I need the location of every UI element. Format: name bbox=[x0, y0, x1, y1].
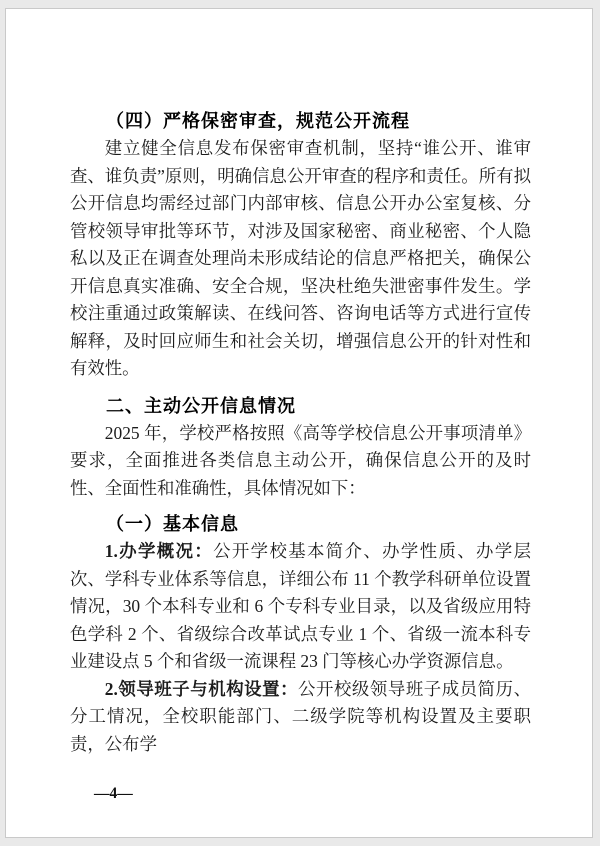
item-2-text: 公开校级领导班子成员简历、分工情况，全校职能部门、二级学院等机构设置及主要职责，公布学 bbox=[70, 678, 531, 754]
page-content bbox=[70, 108, 531, 758]
item-2-label: 2.领导班子与机构设置： bbox=[104, 678, 299, 699]
page-number: —4— bbox=[94, 785, 133, 802]
heading-subsection-1-basic-info: （一）基本信息 bbox=[106, 514, 239, 534]
item-1-text: 公开学校基本简介、办学性质、办学层次、学科专业体系等信息，详细公布 11 个教学科研单位设置情况，30 个本科专业和 6 个专科专业目录，以及省级应用特色学科 2 个、省级综合改革试点专业 1 个、省级一流本科专业建设点 5 个和省级一流课程 23 门等核心办学资源信息。 bbox=[70, 541, 531, 671]
item-1-label: 1.办学概况： bbox=[104, 541, 214, 561]
document-page bbox=[5, 8, 593, 838]
paragraph-confidentiality-review: 建立健全信息发布保密审查机制，坚持“谁公开、谁审查、谁负责”原则，明确信息公开审查的程序和责任。所有拟公开信息均需经过部门内部审核、信息公开办公室复核、分管校领导审批等环节，对涉及国家秘密、商业秘密、个人隐私以及正在调查处理尚未形成结论的信息严格把关，确保公开信息真实准确、安全合规，坚决杜绝失泄密事件发生。学校注重通过政策解读、在线问答、咨询电话等方式进行宣传解释，及时回应师生和社会关切，增强信息公开的针对性和有效性。 bbox=[70, 138, 531, 378]
paragraph-2025-overview: 2025 年，学校严格按照《高等学校信息公开事项清单》要求，全面推进各类信息主动公开，确保信息公开的及时性、全面性和准确性，具体情况如下： bbox=[70, 422, 531, 498]
paragraph-item-1-school-profile bbox=[70, 538, 531, 676]
heading-section-2-proactive-disclosure: 二、主动公开信息情况 bbox=[106, 395, 296, 416]
paragraph-item-2-leadership-structure bbox=[70, 676, 531, 759]
heading-section-4-confidentiality-review: （四）严格保密审查，规范公开流程 bbox=[106, 111, 410, 131]
